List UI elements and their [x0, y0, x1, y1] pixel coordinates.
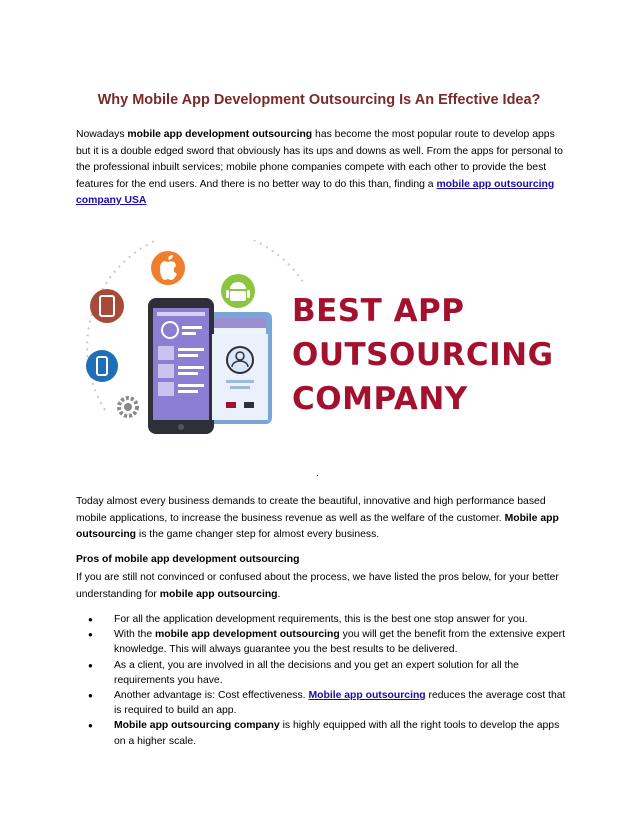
hero-text-line-2: OUTSOURCING [292, 337, 554, 373]
list-item: ● Mobile app outsourcing company is highly equipped with all the right tools to develop the apps on a higher scale. [76, 718, 566, 748]
list-item: ● For all the application development requirements, this is the best one stop answer for you. [76, 612, 566, 627]
android-icon [221, 274, 255, 308]
phone-device [148, 298, 214, 434]
intro-paragraph: Nowadays mobile app development outsourcing has become the most popular route to develop apps but it is a double edged sword that obviously has its ups and downs as well. From the apps for personal to the professional inbuilt services; mobile phone companies compete with each other to provide the best features for the end users. And there is no better way to do this than, finding a mobile app outsourcing company USA [76, 129, 563, 206]
apple-icon [151, 251, 185, 285]
separator-dot: . [316, 468, 319, 479]
hero-text-line-3: COMPANY [292, 381, 468, 417]
mobile-app-outsourcing-link[interactable]: Mobile app outsourcing [308, 690, 426, 702]
list-item: ● With the mobile app development outsourcing you will get the benefit from the extensive expert knowledge. This will always guarantee you the best results to be delivered. [76, 627, 566, 657]
mobile-phone-icon [86, 350, 118, 382]
gear-icon [119, 398, 137, 416]
pros-intro: If you are still not convinced or confused about the process, we have listed the pros below, for your better understanding for mobile app outsourcing. [76, 572, 559, 600]
list-item: ● As a client, you are involved in all the decisions and you get an expert solution for all the requirements you have. [76, 658, 566, 688]
outsourcing-company-link[interactable]: mobile app outsourcing company USA [76, 178, 555, 206]
list-item: ● Another advantage is: Cost effectiveness. Mobile app outsourcing reduces the average cost that is required to build an app. [76, 688, 566, 718]
page-title: Why Mobile App Development Outsourcing Is An Effective Idea? [97, 92, 541, 108]
tablet-screen [212, 334, 268, 420]
pros-heading: Pros of mobile app development outsourcing [76, 554, 300, 565]
hero-text-line-1: BEST APP [292, 293, 465, 329]
business-paragraph: Today almost every business demands to create the beautiful, innovative and high performance based mobile applications, to increase the business revenue as well as the welfare of the customer. Mobile app outsourcing is the game changer step for almost every business. [76, 496, 559, 540]
tablet-icon [90, 289, 124, 323]
pros-list [76, 612, 566, 749]
